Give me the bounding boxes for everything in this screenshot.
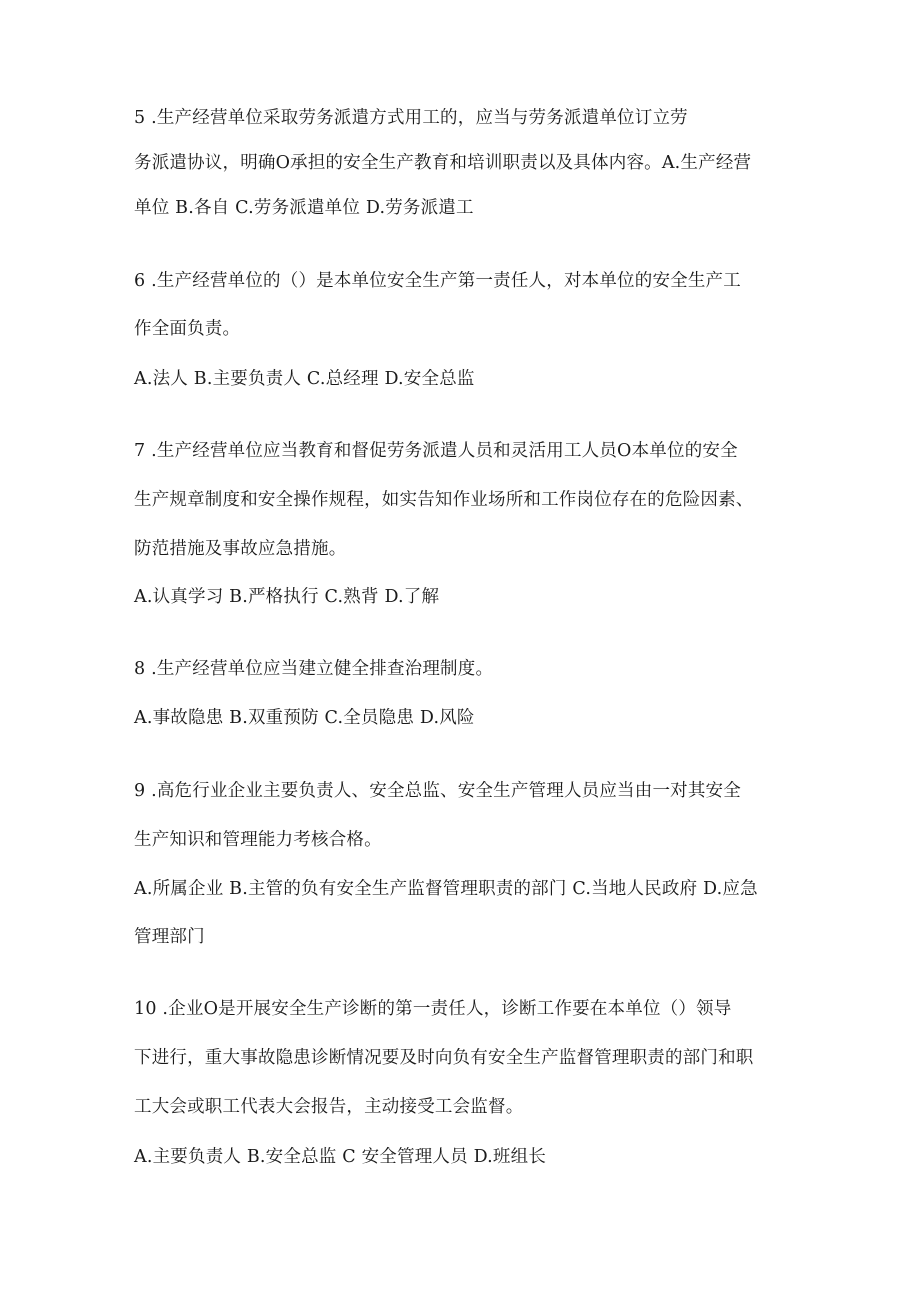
question-6-options: A.法人 B.主要负责人 C.总经理 D.安全总监 <box>134 369 475 389</box>
question-7-stem-line-1: 7 .生产经营单位应当教育和督促劳务派遣人员和灵活用工人员O本单位的安全 <box>134 441 738 461</box>
question-7-options: A.认真学习 B.严格执行 C.熟背 D.了解 <box>134 587 440 607</box>
question-10-stem-line-3: 工大会或职工代表大会报告，主动接受工会监督。 <box>134 1097 524 1117</box>
question-5-options: 单位 B.各自 C.劳务派遣单位 D.劳务派遣工 <box>134 198 474 218</box>
question-10-stem-line-2: 下进行，重大事故隐患诊断情况要及时向负有安全生产监督管理职责的部门和职 <box>134 1048 754 1068</box>
question-7-stem-line-2: 生产规章制度和安全操作规程，如实告知作业场所和工作岗位存在的危险因素、 <box>134 490 754 510</box>
question-9-stem-line-2: 生产知识和管理能力考核合格。 <box>134 830 382 850</box>
question-9-options-line-2: 管理部门 <box>134 927 205 947</box>
question-8-options: A.事故隐患 B.双重预防 C.全员隐患 D.风险 <box>134 708 475 728</box>
question-8-stem-line-1: 8 .生产经营单位应当建立健全排查治理制度。 <box>134 659 494 679</box>
question-9-stem-line-1: 9 .高危行业企业主要负责人、安全总监、安全生产管理人员应当由一对其安全 <box>134 781 741 801</box>
question-6-stem-line-1: 6 .生产经营单位的（）是本单位安全生产第一责任人，对本单位的安全生产工 <box>134 271 741 291</box>
question-10-stem-line-1: 10 .企业O是开展安全生产诊断的第一责任人，诊断工作要在本单位（）领导 <box>134 999 732 1019</box>
question-9-options-line-1: A.所属企业 B.主管的负有安全生产监督管理职责的部门 C.当地人民政府 D.应急 <box>134 879 758 899</box>
question-6-stem-line-2: 作全面负责。 <box>134 319 241 339</box>
question-5-stem-line-1: 5 .生产经营单位采取劳务派遣方式用工的，应当与劳务派遣单位订立劳 <box>134 108 688 128</box>
question-5-stem-line-2: 务派遣协议，明确O承担的安全生产教育和培训职责以及具体内容。A.生产经营 <box>134 153 752 173</box>
question-7-stem-line-3: 防范措施及事故应急措施。 <box>134 539 347 559</box>
question-10-options: A.主要负责人 B.安全总监 C 安全管理人员 D.班组长 <box>134 1147 547 1167</box>
